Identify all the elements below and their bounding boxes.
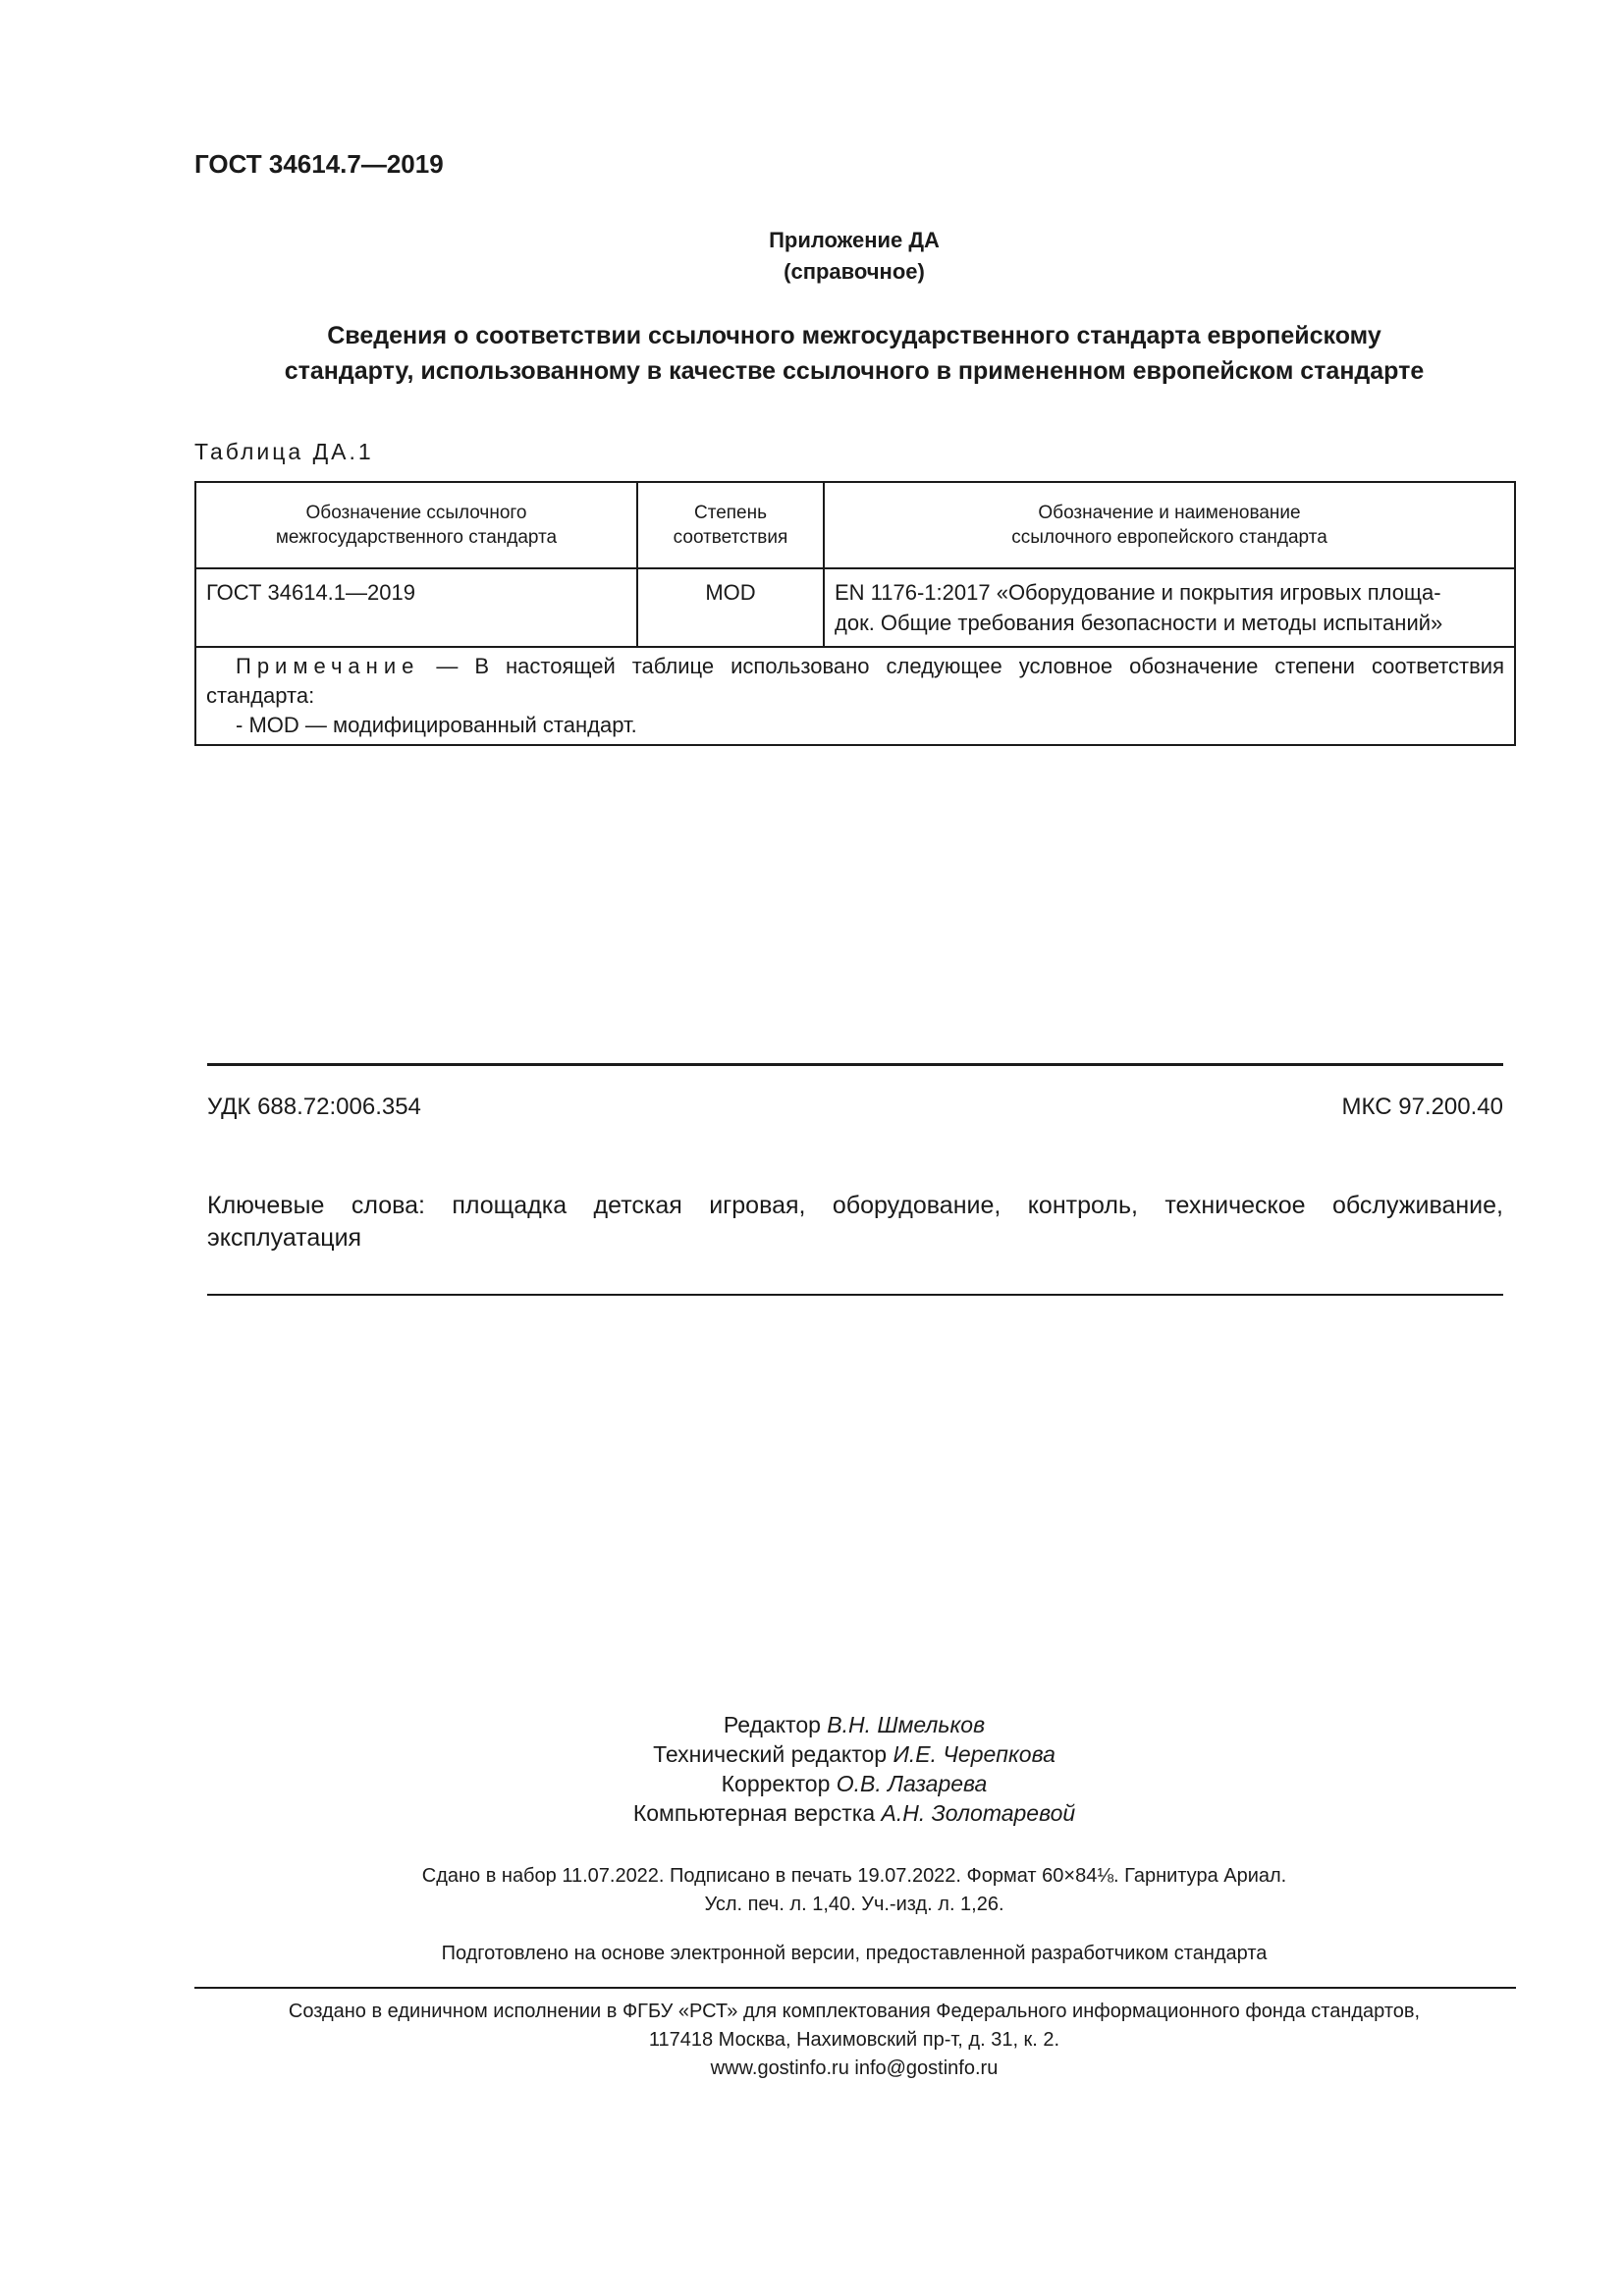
header-degree-line1: Степень: [693, 503, 768, 523]
credit-tech-editor: [295, 1739, 1414, 1769]
credit-role: Технический редактор: [653, 1741, 888, 1767]
divider-top: [207, 1063, 1503, 1066]
credit-role: Редактор: [723, 1712, 821, 1737]
footer-links: www.gostinfo.ru info@gostinfo.ru: [710, 2057, 999, 2079]
credit-name: В.Н. Шмельков: [827, 1712, 986, 1737]
header-degree-line2: соответствия: [673, 527, 788, 548]
credit-name: О.В. Лазарева: [836, 1771, 988, 1796]
divider-keywords: [207, 1294, 1503, 1296]
document-code: ГОСТ 34614.7—2019: [194, 149, 444, 179]
header-designation-line1: Обозначение ссылочного: [305, 503, 527, 523]
correspondence-table: [194, 481, 1516, 746]
appendix-subtitle: (справочное): [784, 259, 925, 284]
credit-name: А.Н. Золотаревой: [881, 1800, 1076, 1826]
table-note-row: [195, 647, 1515, 745]
cell-european-line2: док. Общие требования безопасности и методы испытаний»: [835, 611, 1443, 635]
header-european: [824, 482, 1515, 568]
imprint-line1: Сдано в набор 11.07.2022. Подписано в печать 19.07.2022. Формат 60×84⅛. Гарнитура Ариал.: [421, 1865, 1287, 1887]
table-header-row: [195, 482, 1515, 568]
divider-footer: [194, 1987, 1516, 1989]
note-item: - MOD — модифицированный стандарт.: [236, 713, 637, 737]
cell-designation: ГОСТ 34614.1—2019: [195, 568, 637, 647]
footer-address: 117418 Москва, Нахимовский пр-т, д. 31, к. 2.: [648, 2029, 1060, 2051]
header-designation: [195, 482, 637, 568]
mks-code: МКС 97.200.40: [1341, 1094, 1503, 1120]
header-designation-line2: межгосударственного стандарта: [275, 527, 558, 548]
footer: [196, 1998, 1512, 2083]
appendix-title: Приложение ДА: [769, 228, 940, 252]
header-european-line1: Обозначение и наименование: [1038, 503, 1301, 523]
credit-proofreader: [295, 1769, 1414, 1798]
cell-european: [824, 568, 1515, 647]
note-body: — В настоящей таблице использовано следующее условное обозначение степени соответствия стандарта:: [206, 654, 1504, 708]
cell-degree: MOD: [637, 568, 824, 647]
section-title: [196, 318, 1512, 389]
header-degree: [637, 482, 824, 568]
keywords: Ключевые слова: площадка детская игровая, оборудование, контроль, техническое обслуживание, эксплуатация: [207, 1192, 1503, 1252]
credits-block: [295, 1710, 1414, 1828]
header-european-line2: ссылочного европейского стандарта: [1011, 527, 1327, 548]
imprint-line2: Усл. печ. л. 1,40. Уч.-изд. л. 1,26.: [704, 1894, 1004, 1915]
credit-role: Корректор: [721, 1771, 831, 1796]
cell-european-line1: EN 1176-1:2017 «Оборудование и покрытия игровых площа-: [835, 580, 1441, 605]
imprint: [245, 1862, 1463, 1919]
section-title-line2: стандарту, использованному в качестве ссылочного в примененном европейском стандарте: [284, 357, 1425, 385]
note-text: [206, 652, 1504, 711]
credit-editor: [295, 1710, 1414, 1739]
table-row: [195, 568, 1515, 647]
footer-line1: Создано в единичном исполнении в ФГБУ «РСТ» для комплектования Федерального информационного фонда стандартов,: [288, 2001, 1421, 2022]
prepared-note: Подготовлено на основе электронной версии, предоставленной разработчиком стандарта: [441, 1943, 1268, 1964]
table-note: [195, 647, 1515, 745]
note-label: Примечание: [236, 654, 420, 678]
table-label: Таблица ДА.1: [194, 439, 374, 464]
credit-layout: [295, 1798, 1414, 1828]
credit-role: Компьютерная верстка: [632, 1800, 876, 1826]
udk-code: УДК 688.72:006.354: [207, 1094, 421, 1120]
section-title-line1: Сведения о соответствии ссылочного межгосударственного стандарта европейскому: [327, 322, 1381, 349]
classification-row: [207, 1094, 1503, 1121]
credit-name: И.Е. Черепкова: [893, 1741, 1056, 1767]
